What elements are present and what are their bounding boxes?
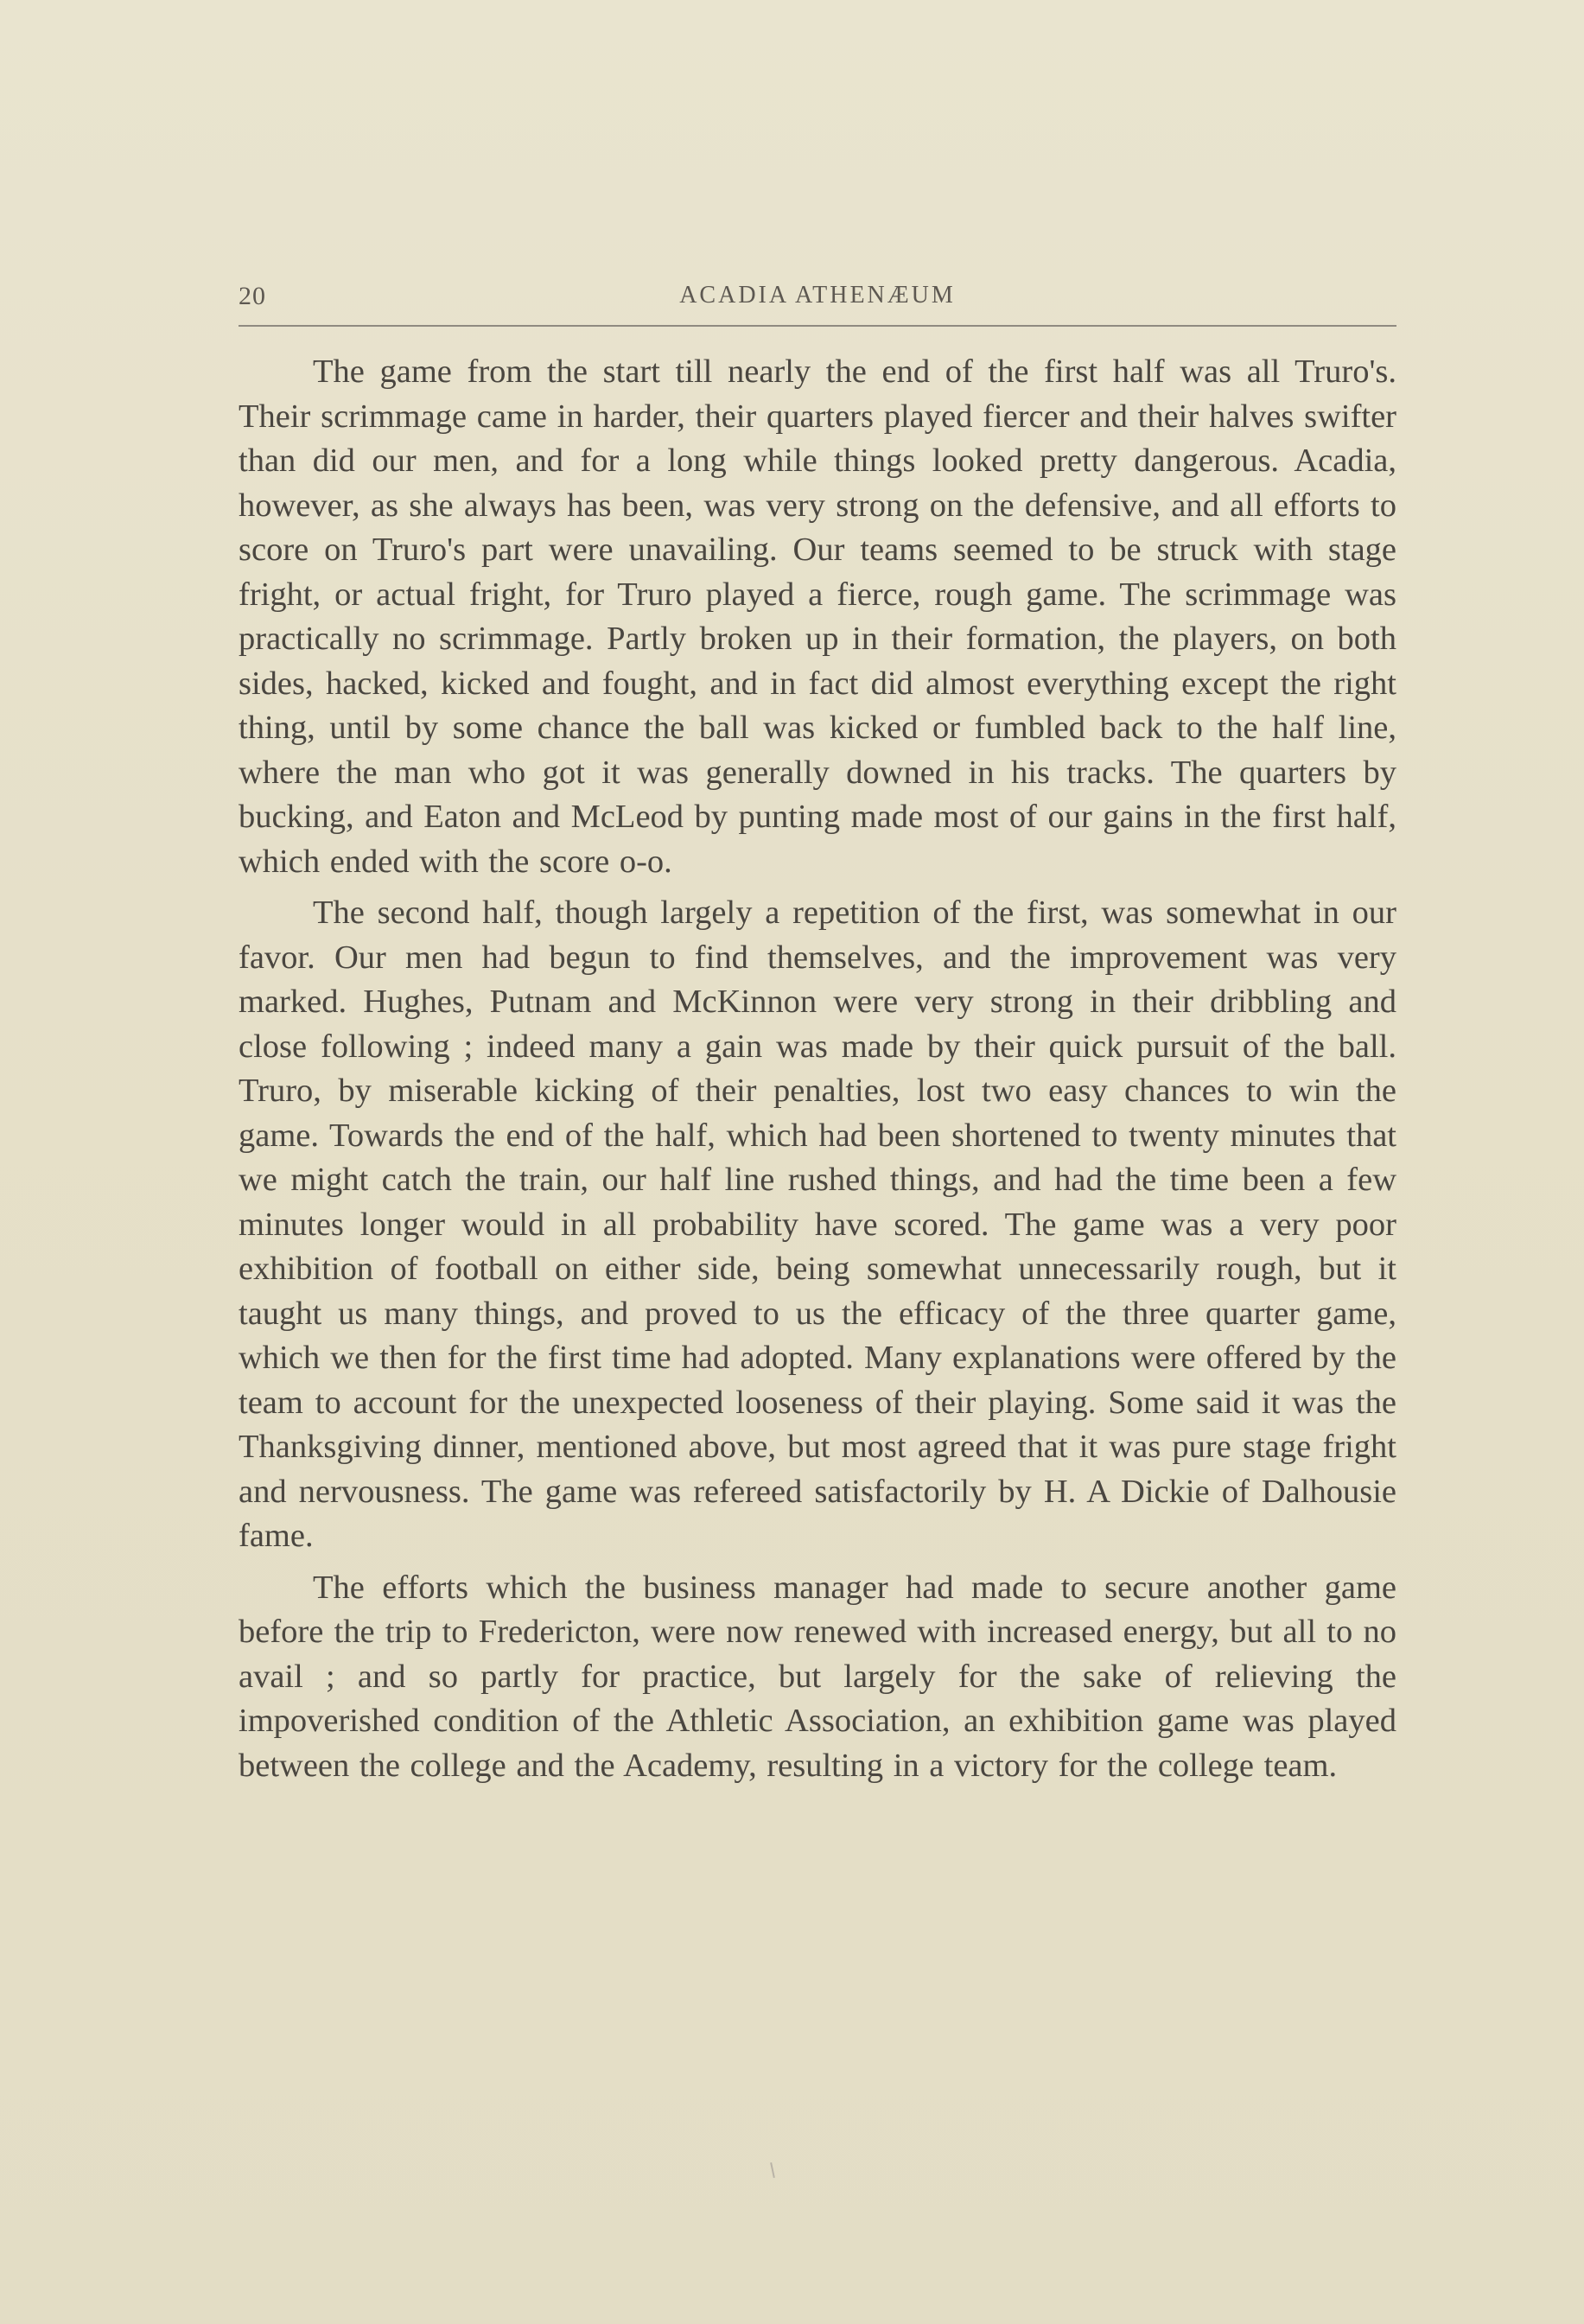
paragraph-first-half: The game from the start till nearly the end of the first half was all Truro's. Their scrimmage came in harder, their quarters played fiercer and their halves swifter than did our men, and for a long while things looked pretty dangerous. Acadia, however, as she always has been, was very strong on the defensive, and all efforts to score on Truro's part were unavailing. Our teams seemed to be struck with stage fright, or actual fright, for Truro played a fierce, rough game. The scrimmage was practically no scrimmage. Partly broken up in their formation, the players, on both sides, hacked, kicked and fought, and in fact did almost everything except the right thing, until by some chance the ball was kicked or fumbled back to the half line, where the man who got it was generally downed in his tracks. The quarters by bucking, and Eaton and McLeod by punting made most of our gains in the first half, which ended with the score o-o. (239, 353, 1396, 880)
article-text (239, 350, 1396, 1795)
header-rule (239, 325, 1396, 327)
paragraph-second-half: The second half, though largely a repetition of the first, was somewhat in our favor. Our men had begun to find themselves, and the improvement was very marked. Hughes, Putnam and McKinnon were very strong in their dribbling and close following ; indeed many a gain was made by their quick pursuit of the ball. Truro, by miserable kicking of their penalties, lost two easy chances to win the game. Towards the end of the half, which had been shortened to twenty minutes that we might catch the train, our half line rushed things, and had the time been a few minutes longer would in all probability have scored. The game was a very poor exhibition of football on either side, being somewhat unnecessarily rough, but it taught us many things, and proved to us the efficacy of the three quarter game, which we then for the first time had adopted. Many explanations were offered by the team to account for the unexpected looseness of their playing. Some said it was the Thanksgiving dinner, mentioned above, but most agreed that it was pure stage fright and nervousness. The game was refereed satisfactorily by H. A Dickie of Dalhousie fame. (239, 895, 1396, 1554)
page-number: 20 (239, 282, 266, 310)
print-mark (770, 2162, 775, 2178)
journal-title: ACADIA ATHENÆUM (679, 282, 956, 309)
running-head (239, 278, 1396, 325)
paragraph-exhibition-game: The efforts which the business manager had made to secure another game before the trip to Fredericton, were now renewed with increased energy, but all to no avail ; and so partly for practice, but largely for the sake of relieving the impoverished condition of the Athletic Association, an exhibition game was played between the college and the Academy, resulting in a victory for the college team. (239, 1569, 1396, 1784)
